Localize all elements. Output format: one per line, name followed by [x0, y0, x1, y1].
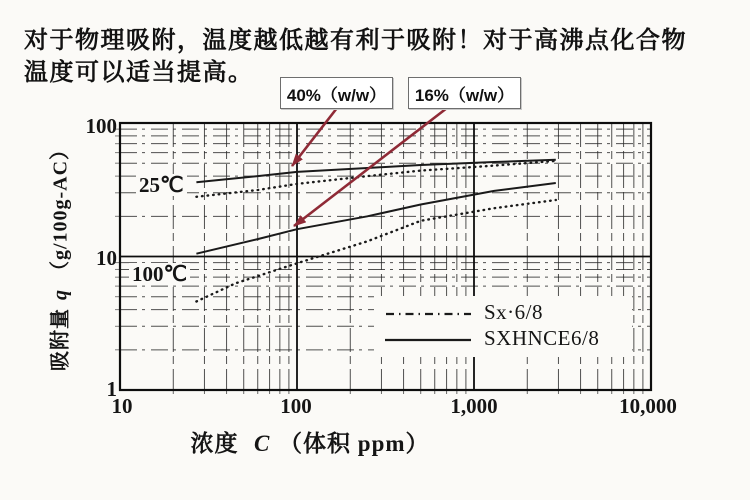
x-tick-1000: 1,000: [450, 394, 498, 418]
x-title-cn: 浓度: [190, 431, 239, 456]
callout-16-percent-ww: [408, 77, 521, 109]
legend-label-sxhnce6-8: SXHNCE6/8: [484, 326, 600, 350]
y-axis-title: [44, 139, 73, 371]
x-title-unit: （体积 ppm）: [279, 431, 430, 456]
callout-40-percent-ww: [280, 77, 393, 109]
y-title-unit: （g/100g-AC）: [49, 138, 72, 282]
curve-label-100c: 100℃: [129, 263, 190, 285]
y-tick-100: 100: [85, 114, 117, 138]
callout-16-label: 16%（w/w）: [414, 85, 515, 105]
y-tick-1: 1: [106, 377, 117, 401]
x-title-symbol: C: [253, 431, 271, 456]
legend-label-sx-6-8: Sx·6/8: [484, 300, 544, 324]
x-axis-title: [150, 425, 470, 458]
y-tick-10: 10: [96, 246, 117, 270]
y-title-symbol: q: [49, 289, 72, 301]
headline-line-1: 对于物理吸附，温度越低越有利于吸附！对于高沸点化合物: [24, 28, 687, 54]
curve-label-25c: 25℃: [136, 174, 187, 196]
x-tick-10000: 10,000: [619, 394, 677, 418]
callout-40-label: 40%（w/w）: [286, 85, 387, 105]
headline-line-2: 温度可以适当提高。: [24, 60, 254, 86]
y-title-cn: 吸附量: [49, 308, 72, 372]
x-tick-10: 10: [111, 394, 133, 418]
x-tick-100: 100: [280, 394, 312, 418]
